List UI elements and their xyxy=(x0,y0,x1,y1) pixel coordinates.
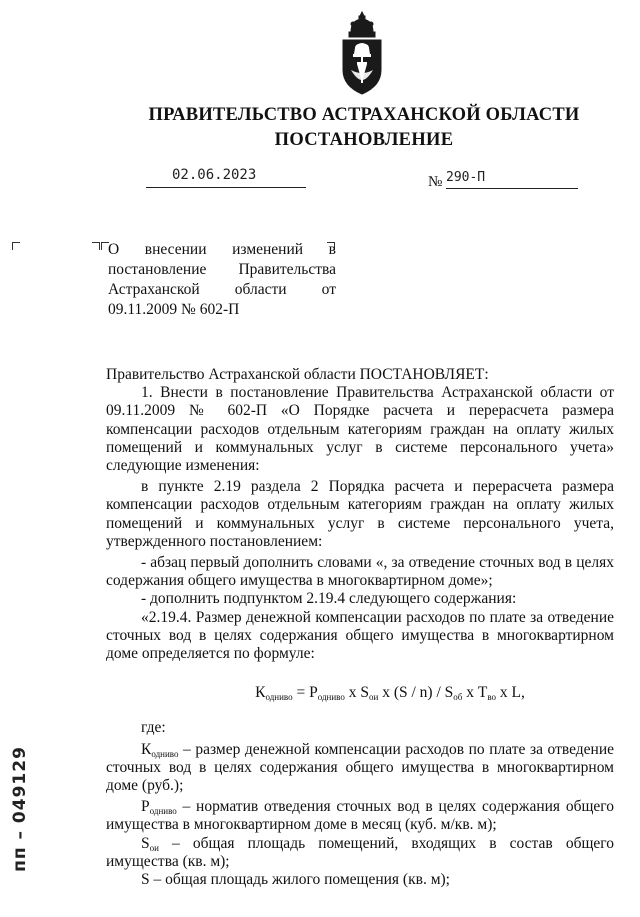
number-prefix: № xyxy=(428,174,443,190)
date-field xyxy=(146,167,306,188)
formula-part: Р xyxy=(309,684,318,702)
definition-symbol: Р xyxy=(141,798,150,816)
paragraph-3: - абзац первый дополнить словами «, за отведение сточных вод в целях содержания общего имущества в многоквартирном доме»; xyxy=(106,554,614,590)
corner-mark xyxy=(92,242,100,250)
formula-part: К xyxy=(255,684,266,702)
paragraph-5: «2.19.4. Размер денежной компенсации расходов по плате за отведение сточных вод в целях содержания общего имущества в многоквартирном доме определяется по формуле: xyxy=(106,608,614,663)
formula-part: х (S / n) / S xyxy=(378,684,454,702)
definition-subscript: ои xyxy=(149,842,159,853)
formula-part: = xyxy=(292,684,310,702)
document-subject: О внесении изменений в постановление Правительства Астраханской области от 09.11.2009 № 602-П xyxy=(108,241,336,318)
definition-1 xyxy=(106,741,614,796)
registration-stamp xyxy=(10,744,30,874)
definition-4: S – общая площадь жилого помещения (кв. м); xyxy=(141,871,450,889)
formula-part: х L, xyxy=(496,684,525,702)
coat-of-arms-icon xyxy=(337,10,387,96)
definition-subscript: одниво xyxy=(149,806,177,817)
intro-paragraph: Правительство Астраханской области ПОСТАНОВЛЯЕТ: xyxy=(106,366,489,383)
definition-subscript: одниво xyxy=(151,748,179,759)
document-type: ПОСТАНОВЛЕНИЕ xyxy=(274,130,454,150)
formula-subscript: ои xyxy=(369,692,379,703)
definition-text: – размер денежной компенсации расходов по плате за отведение сточных вод в целях содержания общего имущества в многоквартирном доме (руб.); xyxy=(106,740,614,795)
formula-subscript: одниво xyxy=(265,692,293,703)
government-title: ПРАВИТЕЛЬСТВО АСТРАХАНСКОЙ ОБЛАСТИ xyxy=(148,105,580,125)
formula-part: х Т xyxy=(462,684,488,702)
definition-symbol: S xyxy=(141,834,150,852)
formula-part: S xyxy=(360,684,369,702)
where-label: где: xyxy=(141,719,166,737)
number-field xyxy=(446,168,578,189)
document-number: 290-П xyxy=(446,170,486,185)
definition-symbol: К xyxy=(141,740,152,758)
definition-3 xyxy=(106,835,614,871)
paragraph-4: - дополнить подпунктом 2.19.4 следующего содержания: xyxy=(141,590,517,608)
formula-subscript: во xyxy=(487,692,497,703)
paragraph-1: 1. Внести в постановление Правительства Астраханской области от 09.11.2009 № 602-П «О Порядке расчета и перерасчета размера компенсации расходов отдельным категориям граждан на оплату жилых помещений и коммунальных услуг в системе персонального учета» следующие изменения: xyxy=(106,384,614,475)
document-body xyxy=(106,366,614,889)
stamp-text: пп – 049129 xyxy=(10,746,30,872)
corner-mark xyxy=(12,242,20,250)
formula-subscript: об xyxy=(453,692,463,703)
formula-part: х xyxy=(344,684,361,702)
formula-subscript: одниво xyxy=(317,692,345,703)
formula xyxy=(166,684,614,702)
document-date: 02.06.2023 xyxy=(172,167,257,183)
definition-2 xyxy=(106,798,614,834)
definition-text: – норматив отведения сточных вод в целях содержания общего имущества в многоквартирном доме в месяц (куб. м/кв. м); xyxy=(106,798,614,834)
definition-text: – общая площадь помещений, входящих в состав общего имущества (кв. м); xyxy=(106,834,614,870)
paragraph-2: в пункте 2.19 раздела 2 Порядка расчета и перерасчета размера компенсации расходов отдельным категориям граждан на оплату жилых помещений и коммунальных услуг в системе персонального учета, утвержденного постановлением: xyxy=(106,478,614,550)
